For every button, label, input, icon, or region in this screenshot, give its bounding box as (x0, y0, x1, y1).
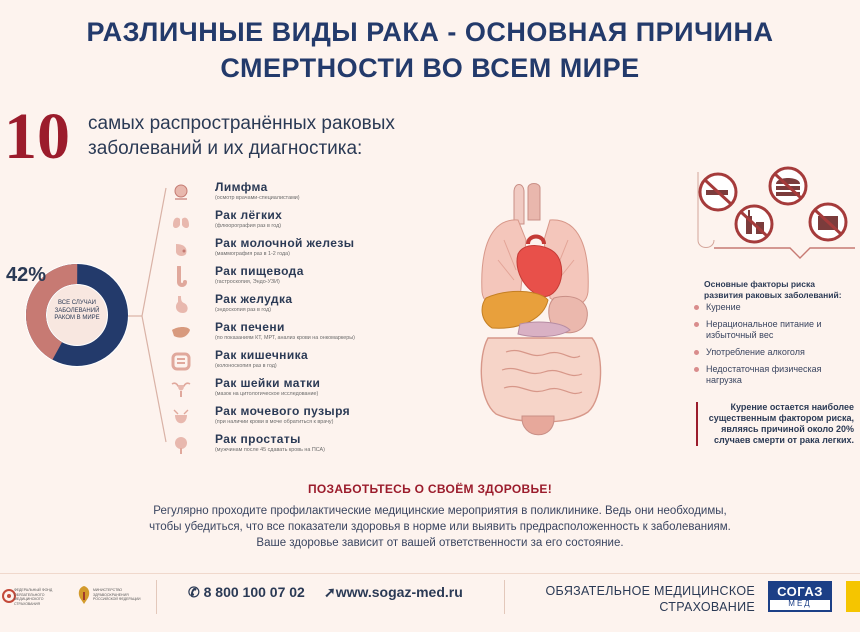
subtitle-line1: самых распространённых раковых (88, 113, 395, 134)
brand-accent (846, 581, 860, 612)
intestine-icon (481, 338, 600, 422)
list-bracket (128, 180, 168, 450)
list-item (164, 264, 404, 292)
risk-factors-list (694, 302, 854, 392)
cancer-name: Рак лёгких (215, 208, 283, 222)
bullet-icon (694, 305, 699, 310)
list-item (164, 180, 404, 208)
care-title: ПОЗАБОТЬТЕСЬ О СВОЁМ ЗДОРОВЬЕ! (307, 482, 553, 496)
website-url: www.sogaz-med.ru (335, 584, 463, 600)
page-title-line1: РАЗЛИЧНЫЕ ВИДЫ РАКА - ОСНОВНАЯ ПРИЧИНА (86, 17, 774, 47)
cancer-diagnostics: (мазок на цитологическое исследование) (215, 391, 319, 397)
cancer-name: Рак молочной железы (215, 236, 355, 250)
list-item (164, 208, 404, 236)
list-item (164, 236, 404, 264)
cancer-diagnostics: (по показаниям КТ, МРТ, анализ крови на онкомаркеры) (215, 335, 355, 341)
care-text (90, 503, 790, 551)
cancer-diagnostics: (при наличии крови в моче обратиться к врачу) (215, 419, 334, 425)
intestine-icon (170, 350, 192, 372)
uterus-icon (170, 378, 192, 400)
bullet-icon (694, 350, 699, 355)
list-item (164, 404, 404, 432)
sogaz-med-logo (768, 581, 832, 612)
ring-caption: ВСЕ СЛУЧАИ ЗАБОЛЕВАНИЙ РАКОМ В МИРЕ (54, 300, 100, 321)
smoking-note: Курение остается наиболее существенным фактором риска, являясь причиной около 20% случаев смерти от рака легких. (696, 402, 854, 446)
risk-icons (690, 164, 860, 264)
risk-item-label: Курение (706, 302, 741, 312)
footer-separator (504, 580, 505, 614)
risk-item (694, 319, 854, 341)
no-sofa-icon (810, 204, 846, 240)
breast-icon (170, 238, 192, 260)
cancer-diagnostics: (эндоскопия раз в год) (215, 307, 272, 313)
cancer-name: Рак мочевого пузыря (215, 404, 351, 418)
ffoms-logo-text: ФЕДЕРАЛЬНЫЙ ФОНД ОБЯЗАТЕЛЬНОГО МЕДИЦИНСКОГО СТРАХОВАНИЯ (14, 588, 53, 606)
no-smoking-icon (700, 174, 736, 210)
bullet-icon (694, 322, 699, 327)
hotline-phone[interactable] (188, 584, 305, 601)
anatomy-illustration (458, 180, 646, 446)
cancer-name: Рак желудка (215, 292, 293, 306)
liver-icon (170, 322, 192, 344)
sogaz-logo-top: СОГАЗ (770, 583, 830, 600)
page-title (0, 14, 860, 86)
page-title-line2: СМЕРТНОСТИ ВО ВСЕМ МИРЕ (220, 53, 640, 83)
stomach-icon (170, 294, 192, 316)
prostate-icon (170, 434, 192, 456)
sogaz-logo-bottom: МЕД (788, 599, 812, 608)
bullet-icon (694, 367, 699, 372)
risk-item (694, 364, 854, 386)
risk-item-label: Нерациональное питание и избыточный вес (706, 319, 822, 340)
cancer-diagnostics: (флюорография раз в год) (215, 223, 282, 229)
lymph-icon (170, 182, 192, 204)
cancer-name: Рак пищевода (215, 264, 304, 278)
list-item (164, 348, 404, 376)
ministry-emblem-icon (76, 584, 92, 608)
risk-item (694, 347, 854, 358)
risk-item-label: Употребление алкоголя (706, 347, 805, 357)
cancer-name: Лимфма (215, 180, 268, 194)
cancer-diagnostics: (мужчинам после 45 сдавать кровь на ПСА) (215, 447, 325, 453)
phone-number: 8 800 100 07 02 (203, 584, 305, 600)
ministry-logo-text: МИНИСТЕРСТВО ЗДРАВООХРАНЕНИЯ РОССИЙСКОЙ ФЕДЕРАЦИИ (93, 588, 141, 601)
list-item (164, 376, 404, 404)
list-item (164, 432, 404, 460)
oms-line1: ОБЯЗАТЕЛЬНОЕ МЕДИЦИНСКОЕ (545, 584, 755, 598)
risk-factors-title: Основные факторы риска развития раковых заболеваний: (704, 279, 842, 300)
cursor-icon: ➚ (324, 584, 336, 600)
phone-icon: ✆ (188, 584, 204, 600)
oms-label (520, 583, 755, 615)
risk-item (694, 302, 854, 313)
esophagus-icon (170, 266, 192, 288)
footer-divider (0, 573, 860, 574)
no-alcohol-icon (736, 206, 772, 242)
care-text-line3: Ваше здоровье зависит от вашей ответственности за его состояние. (256, 537, 624, 549)
lungs-icon (170, 210, 192, 232)
cancer-diagnostics: (маммография раз в 1-2 года) (215, 251, 290, 257)
oms-line2: СТРАХОВАНИЕ (659, 600, 755, 614)
cancer-diagnostics: (осмотр врачами-специалистами) (215, 195, 300, 201)
bladder-icon (170, 406, 192, 428)
cancer-name: Рак печени (215, 320, 285, 334)
no-fastfood-icon (770, 168, 806, 204)
care-text-line1: Регулярно проходите профилактические медицинские мероприятия в поликлинике. Ведь они необходимы, (153, 505, 727, 517)
cancer-diagnostics: (колоноскопия раз в год) (215, 363, 277, 369)
trachea-icon (514, 184, 540, 225)
list-item (164, 320, 404, 348)
cancer-name: Рак простаты (215, 432, 301, 446)
website-link[interactable] (324, 584, 463, 601)
bladder-icon (522, 416, 554, 435)
ring-percent-label: 42% (6, 264, 47, 286)
top-ten-number: 10 (4, 100, 70, 173)
cancer-name: Рак кишечника (215, 348, 309, 362)
subtitle (88, 111, 395, 161)
list-item (164, 292, 404, 320)
risk-item-label: Недостаточная физическая нагрузка (706, 364, 822, 385)
cancer-diagnostics: (гастроскопия, Эндо-УЗИ) (215, 279, 280, 285)
footer-separator (156, 580, 157, 614)
care-text-line2: чтобы убедиться, что все показатели здоровья в норме или выявить предрасположенность к заболеваниям. (149, 521, 731, 533)
subtitle-line2: заболеваний и их диагностика: (88, 138, 363, 159)
cancer-name: Рак шейки матки (215, 376, 321, 390)
